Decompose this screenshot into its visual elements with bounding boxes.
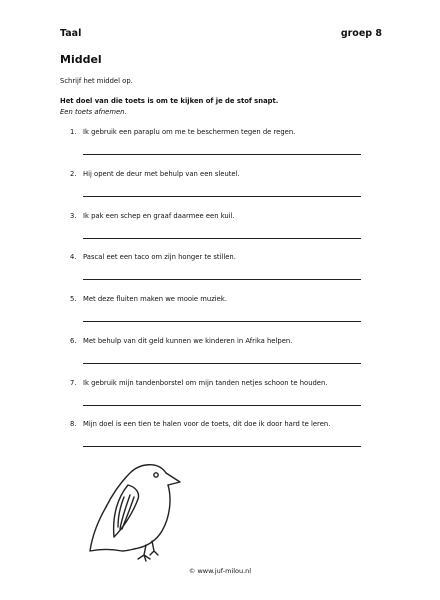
answer-line[interactable]: [83, 363, 361, 364]
answer-line[interactable]: [83, 279, 361, 280]
question-text: Met behulp van dit geld kunnen we kinderen in Afrika helpen.: [83, 337, 293, 345]
question-text: Ik gebruik mijn tandenborstel om mijn tanden netjes schoon te houden.: [83, 379, 328, 387]
question-number: 3.: [70, 212, 77, 220]
question-text: Ik gebruik een paraplu om me te beschermen tegen de regen.: [83, 128, 296, 136]
subject-label: Taal: [60, 28, 82, 39]
question-number: 4.: [70, 253, 77, 261]
instruction-text: Schrijf het middel op.: [60, 77, 133, 85]
group-label: groep 8: [340, 28, 382, 39]
answer-line[interactable]: [83, 238, 361, 239]
answer-line[interactable]: [83, 154, 361, 155]
question-number: 1.: [70, 128, 77, 136]
question-text: Met deze fluiten maken we mooie muziek.: [83, 295, 227, 303]
answer-line[interactable]: [83, 405, 361, 406]
question-text: Hij opent de deur met behulp van een sleutel.: [83, 170, 240, 178]
question-number: 8.: [70, 420, 77, 428]
answer-line[interactable]: [83, 446, 361, 447]
question-text: Ik pak een schep en graaf daarmee een kuil.: [83, 212, 235, 220]
question-number: 5.: [70, 295, 77, 303]
example-sentence: Het doel van die toets is om te kijken of je de stof snapt.: [60, 97, 279, 105]
copyright-footer: © www.juf-milou.nl: [188, 567, 252, 575]
question-text: Pascal eet een taco om zijn honger te stillen.: [83, 253, 236, 261]
question-number: 6.: [70, 337, 77, 345]
page-title: Middel: [60, 53, 102, 66]
bird-illustration: [88, 455, 190, 563]
example-answer: Een toets afnemen.: [60, 108, 127, 116]
answer-line[interactable]: [83, 321, 361, 322]
answer-line[interactable]: [83, 196, 361, 197]
question-text: Mijn doel is een tien te halen voor de toets, dit doe ik door hard te leren.: [83, 420, 331, 428]
question-number: 2.: [70, 170, 77, 178]
question-number: 7.: [70, 379, 77, 387]
